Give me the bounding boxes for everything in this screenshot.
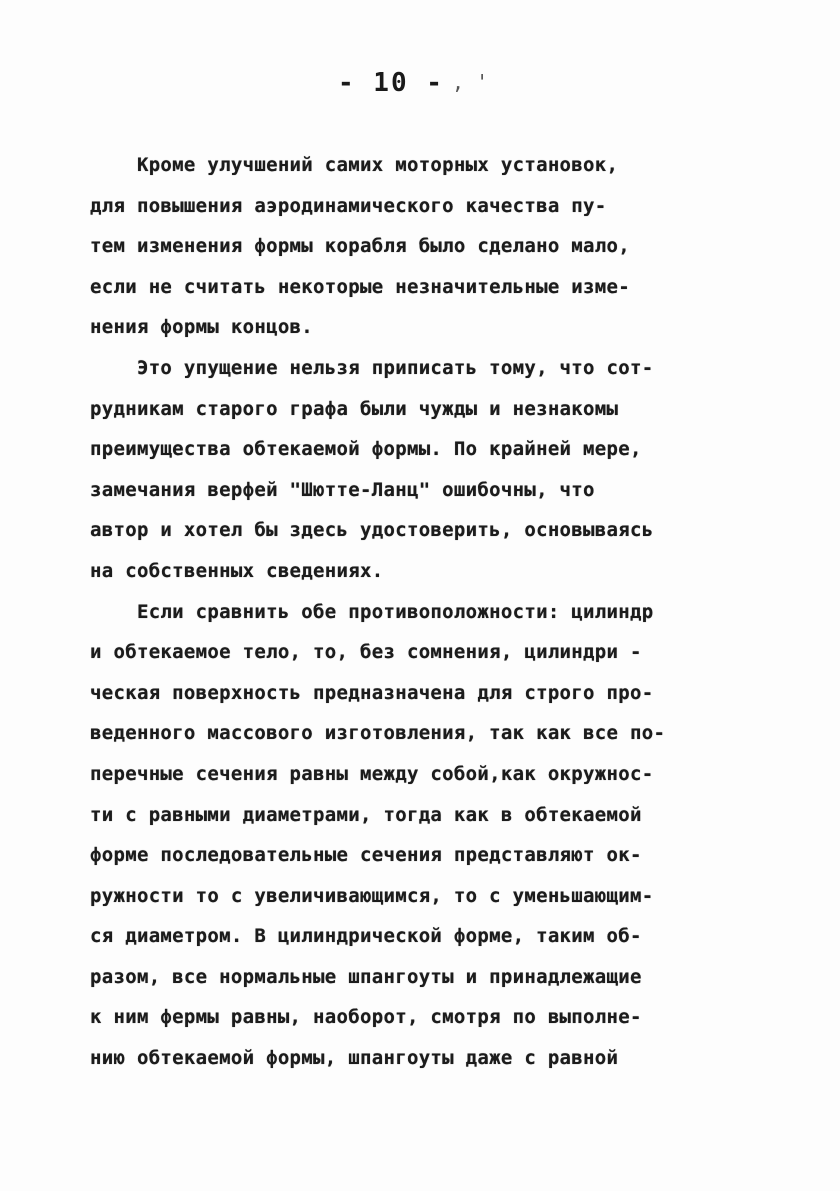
text-line: ружности то с увеличивающимся, то с уменьшающим- bbox=[90, 884, 654, 907]
text-line: к ним фермы равны, наоборот, смотря по выполне- bbox=[90, 1006, 642, 1029]
text-line: форме последовательные сечения представляют ок- bbox=[90, 844, 642, 867]
text-line: ти с равными диаметрами, тогда как в обтекаемой bbox=[90, 803, 642, 826]
text-line: преимущества обтекаемой формы. По крайней мере, bbox=[90, 438, 642, 461]
text-line: для повышения аэродинамического качества пу- bbox=[90, 194, 607, 217]
text-line: на собственных сведениях. bbox=[90, 559, 384, 582]
text-line: веденного массового изготовления, так как все по- bbox=[90, 722, 666, 745]
text-line: если не считать некоторые незначительные изме- bbox=[90, 275, 630, 298]
text-line: ческая поверхность предназначена для строго про- bbox=[90, 681, 654, 704]
text-line: Кроме улучшений самих моторных установок, bbox=[90, 154, 619, 176]
text-line: и обтекаемое тело, то, без сомнения, цилиндри - bbox=[90, 641, 642, 664]
page-number: - 10 - bbox=[338, 68, 444, 98]
text-line: тем изменения формы корабля было сделано мало, bbox=[90, 235, 630, 258]
body-text bbox=[90, 145, 750, 1079]
handwritten-mark: , ' bbox=[452, 70, 489, 94]
text-line: разом, все нормальные шпангоуты и принадлежащие bbox=[90, 965, 642, 988]
text-line: ся диаметром. В цилиндрической форме, таким об- bbox=[90, 925, 642, 948]
text-line: нения формы концов. bbox=[90, 316, 314, 339]
text-line: Это упущение нельзя приписать тому, что сот- bbox=[90, 356, 654, 379]
text-line: Если сравнить обе противоположности: цилиндр bbox=[90, 600, 654, 623]
text-line: рудникам старого графа были чужды и незнакомы bbox=[90, 397, 619, 420]
text-line: автор и хотел бы здесь удостоверить, основываясь bbox=[90, 519, 654, 542]
text-line: перечные сечения равны между собой,как окружнос- bbox=[90, 762, 654, 785]
text-line: замечания верфей "Шютте-Ланц" ошибочны, что bbox=[90, 478, 595, 501]
text-line: нию обтекаемой формы, шпангоуты даже с равной bbox=[90, 1047, 619, 1070]
